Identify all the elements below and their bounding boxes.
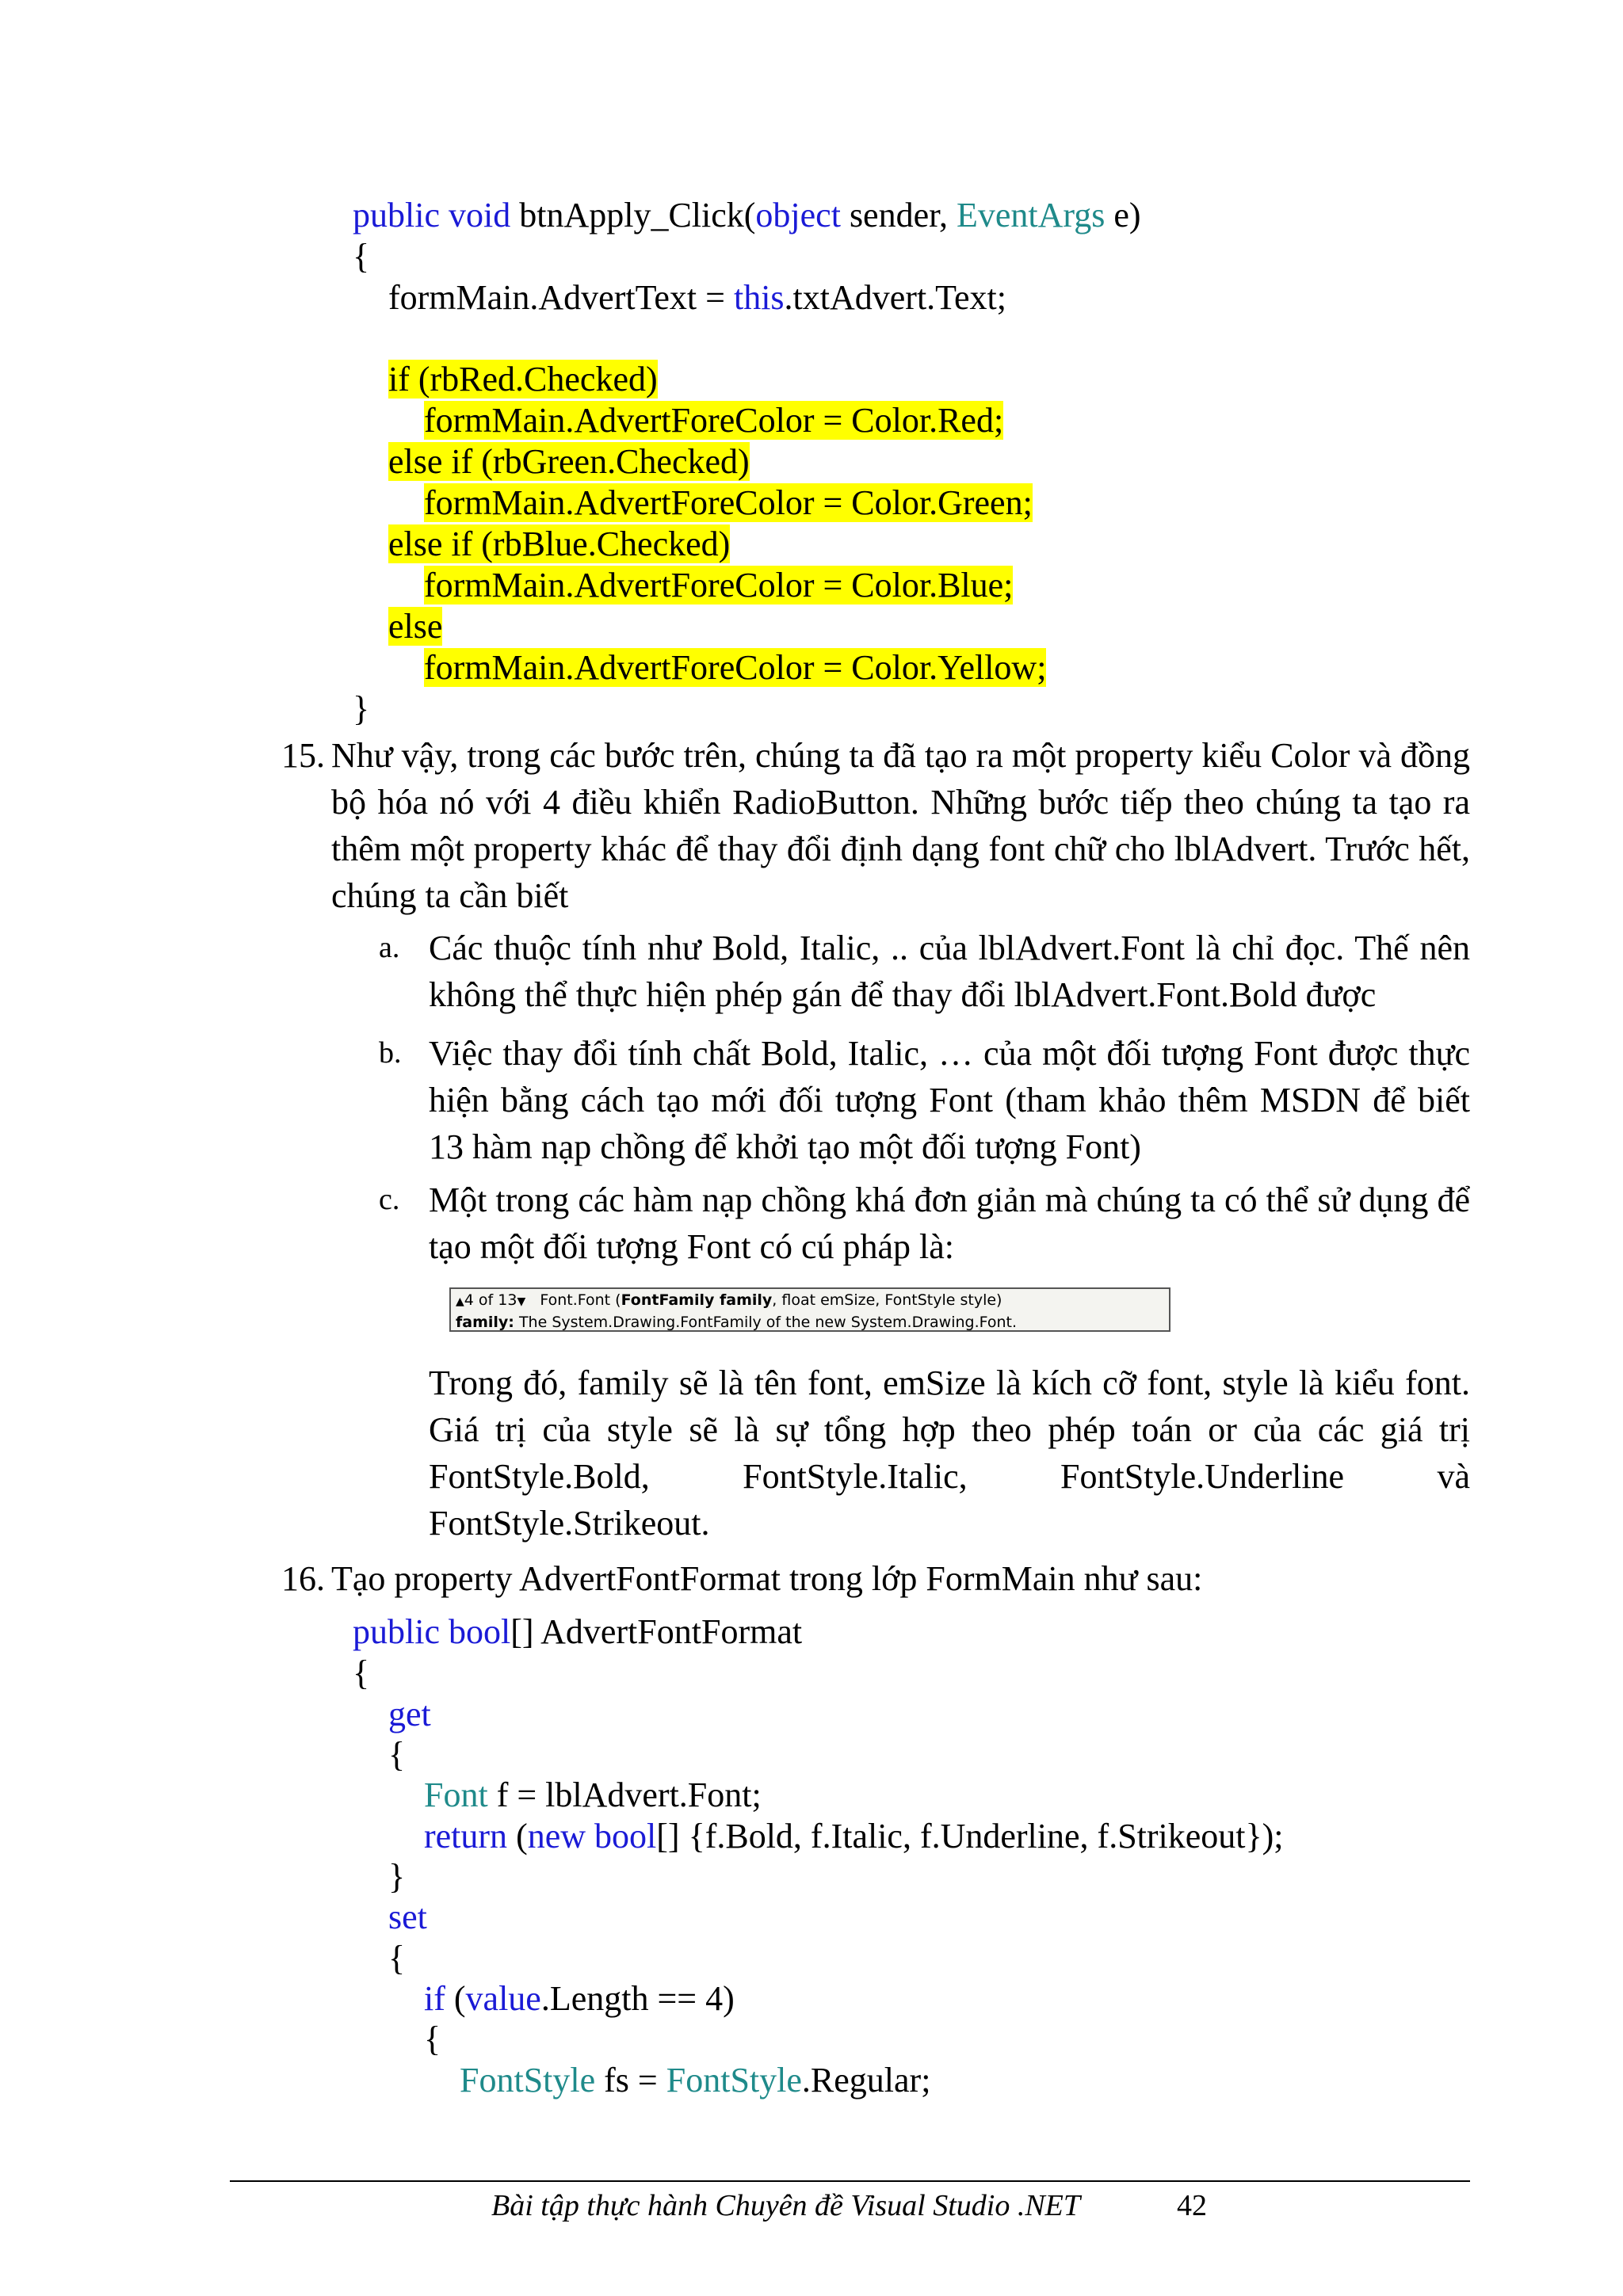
list-marker: b. bbox=[379, 1036, 402, 1070]
code-line: { bbox=[353, 1653, 370, 1692]
code-text: f = lblAdvert.Font; bbox=[487, 1775, 762, 1814]
keyword: void bbox=[448, 196, 511, 235]
list-marker: a. bbox=[379, 931, 400, 964]
page-number: 42 bbox=[1177, 2189, 1207, 2222]
highlight: formMain.AdvertForeColor = Color.Blue; bbox=[424, 566, 1014, 605]
highlight: formMain.AdvertForeColor = Color.Green; bbox=[424, 483, 1033, 522]
highlighted-code-line bbox=[388, 359, 658, 400]
step-paragraph: Như vậy, trong các bước trên, chúng ta đã tạo ra một property kiểu Color và đồng bộ hóa nó với 4 điều khiển RadioButton. Những bước tiếp theo chúng ta tạo ra thêm một property khác để thay đổi định dạng font chữ cho lblAdvert. Trước hết, chúng ta cần biết bbox=[331, 736, 1470, 915]
highlight: formMain.AdvertForeColor = Color.Red; bbox=[424, 401, 1004, 440]
keyword: set bbox=[388, 1897, 427, 1936]
footer-title: Bài tập thực hành Chuyên đề Visual Studio .NET bbox=[491, 2189, 1081, 2222]
code-text: sender, bbox=[849, 196, 949, 235]
down-arrow-icon: ▼ bbox=[517, 1295, 526, 1308]
code-text: ( bbox=[445, 1979, 466, 2018]
step-paragraph: Tạo property AdvertFontFormat trong lớp FormMain như sau: bbox=[331, 1559, 1203, 1598]
param-name: family: bbox=[456, 1314, 514, 1331]
highlighted-code-line bbox=[424, 482, 1033, 524]
code-line bbox=[424, 1978, 735, 2019]
list-item: Các thuộc tính như Bold, Italic, .. của lblAdvert.Font là chỉ đọc. Thế nên không thể thực hiện phép gán để thay đổi lblAdvert.Font.Bold được bbox=[429, 929, 1470, 1014]
code-line bbox=[424, 1816, 1284, 1857]
footer-divider bbox=[230, 2180, 1470, 2182]
keyword: value bbox=[465, 1979, 541, 2018]
code-text: e) bbox=[1113, 196, 1141, 235]
highlight: else if (rbGreen.Checked) bbox=[388, 442, 750, 481]
highlight: formMain.AdvertForeColor = Color.Yellow; bbox=[424, 648, 1047, 687]
highlighted-code-line bbox=[388, 606, 442, 647]
keyword: return bbox=[424, 1817, 508, 1855]
code-text: [] AdvertFontFormat bbox=[510, 1612, 803, 1651]
code-line bbox=[388, 1694, 431, 1735]
highlighted-code-line bbox=[388, 524, 730, 565]
type-name: FontStyle bbox=[460, 2061, 596, 2100]
code-line: } bbox=[353, 689, 370, 728]
code-line bbox=[353, 195, 1141, 236]
code-line: } bbox=[388, 1857, 406, 1896]
highlight: if (rbRed.Checked) bbox=[388, 360, 658, 399]
code-line bbox=[424, 1775, 762, 1816]
keyword: new bbox=[527, 1817, 586, 1855]
keyword: object bbox=[755, 196, 841, 235]
highlight: else if (rbBlue.Checked) bbox=[388, 524, 731, 563]
code-text: [] {f.Bold, f.Italic, f.Underline, f.Strikeout}); bbox=[656, 1817, 1284, 1855]
param-description: The System.Drawing.FontFamily of the new System.Drawing.Font. bbox=[518, 1314, 1018, 1331]
keyword: bool bbox=[448, 1612, 511, 1651]
keyword: if bbox=[424, 1979, 445, 2018]
code-text: .Length == 4) bbox=[540, 1979, 735, 2018]
code-line: { bbox=[353, 237, 370, 276]
code-line: { bbox=[388, 1939, 406, 1978]
type-name: FontStyle bbox=[666, 2061, 802, 2100]
code-line bbox=[460, 2060, 930, 2101]
highlight: else bbox=[388, 607, 443, 646]
keyword: public bbox=[353, 1612, 440, 1651]
tooltip-param-line bbox=[456, 1312, 1164, 1333]
explanation-paragraph: Trong đó, family sẽ là tên font, emSize là kích cỡ font, style là kiểu font. Giá trị của style sẽ là sự tổng hợp theo phép toán or của các giá trị FontStyle.Bold, FontStyle.Italic, FontStyle.Underline và FontStyle.Strikeout. bbox=[429, 1363, 1470, 1543]
keyword: get bbox=[388, 1695, 431, 1733]
type-name: EventArgs bbox=[957, 196, 1106, 235]
highlighted-code-line bbox=[388, 441, 750, 482]
up-arrow-icon: ▲ bbox=[456, 1295, 464, 1308]
step-number: 16. bbox=[281, 1559, 325, 1598]
type-name: Font bbox=[424, 1775, 488, 1814]
code-text: .txtAdvert.Text; bbox=[784, 278, 1006, 317]
intellisense-tooltip bbox=[449, 1287, 1170, 1332]
keyword: bool bbox=[594, 1817, 657, 1855]
code-line bbox=[353, 1611, 802, 1653]
signature-current-param: FontFamily family bbox=[621, 1291, 773, 1309]
list-item: Việc thay đổi tính chất Bold, Italic, … của một đối tượng Font được thực hiện bằng cách tạo mới đối tượng Font (tham khảo thêm MSDN để biết 13 hàm nạp chồng để khởi tạo một đối tượng Font) bbox=[429, 1034, 1470, 1166]
keyword: this bbox=[733, 278, 785, 317]
highlighted-code-line bbox=[424, 647, 1046, 688]
list-item: Một trong các hàm nạp chồng khá đơn giản mà chúng ta có thể sử dụng để tạo một đối tượng Font có cú pháp là: bbox=[429, 1180, 1470, 1266]
code-line: { bbox=[424, 2019, 441, 2058]
keyword: public bbox=[353, 196, 440, 235]
code-text: btnApply_Click( bbox=[519, 196, 756, 235]
overload-counter: 4 of 13 bbox=[464, 1291, 517, 1309]
code-text: .Regular; bbox=[801, 2061, 931, 2100]
highlighted-code-line bbox=[424, 565, 1013, 606]
step-number: 15. bbox=[281, 736, 325, 775]
list-marker: c. bbox=[379, 1183, 400, 1216]
signature-prefix: Font.Font ( bbox=[540, 1291, 621, 1309]
code-text: formMain.AdvertText = bbox=[388, 278, 734, 317]
code-line bbox=[388, 1897, 427, 1938]
signature-rest: , float emSize, FontStyle style) bbox=[772, 1291, 1002, 1309]
tooltip-signature-line bbox=[456, 1290, 1164, 1312]
code-line bbox=[388, 277, 1006, 318]
code-line: { bbox=[388, 1735, 406, 1774]
code-text: ( bbox=[507, 1817, 528, 1855]
highlighted-code-line bbox=[424, 400, 1003, 441]
code-text: fs = bbox=[595, 2061, 666, 2100]
